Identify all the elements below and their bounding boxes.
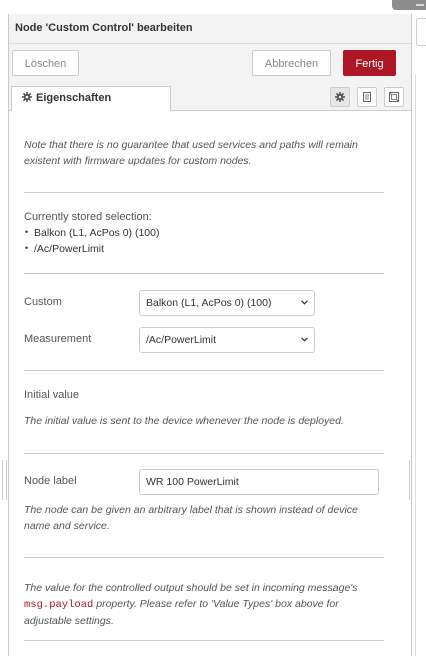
appearance-icon bbox=[389, 92, 399, 102]
initial-value-note: The initial value is sent to the device whenever the node is deployed. bbox=[24, 415, 344, 427]
tab-description-button[interactable] bbox=[357, 87, 377, 107]
tab-bar bbox=[9, 84, 411, 111]
node-label-input[interactable]: WR 100 PowerLimit bbox=[139, 469, 379, 495]
sidebar-edge bbox=[413, 14, 426, 656]
chevron-down-icon bbox=[301, 337, 308, 342]
warning-note: Note that there is no guarantee that used services and paths will remain existent with firmware updates for custom nodes. bbox=[24, 139, 358, 167]
tray-header bbox=[9, 14, 411, 44]
measurement-select-value: /Ac/PowerLimit bbox=[146, 334, 217, 346]
top-bar bbox=[0, 0, 426, 14]
initial-value-label: Initial value bbox=[24, 389, 80, 401]
list-item: • /Ac/PowerLimit bbox=[34, 243, 104, 255]
divider bbox=[24, 273, 384, 274]
divider bbox=[24, 640, 384, 641]
left-resize-handle[interactable] bbox=[2, 460, 7, 500]
tab-settings-button[interactable] bbox=[330, 87, 350, 107]
divider bbox=[24, 370, 384, 371]
stored-selection-label: Currently stored selection: bbox=[24, 211, 152, 223]
msg-payload-code: msg.payload bbox=[24, 599, 94, 611]
button-bar bbox=[9, 44, 411, 84]
tab-properties[interactable] bbox=[11, 86, 171, 111]
node-label-note: The node can be given an arbitrary label that is shown instead of device name and service. bbox=[24, 504, 358, 532]
divider bbox=[24, 557, 384, 558]
chevron-down-icon bbox=[301, 300, 308, 305]
node-label-label: Node label bbox=[24, 475, 77, 487]
list-item: • Balkon (L1, AcPos 0) (100) bbox=[34, 227, 159, 239]
menu-button[interactable] bbox=[392, 0, 426, 10]
measurement-label: Measurement bbox=[24, 333, 92, 345]
tab-properties-label: Eigenschaften bbox=[36, 92, 112, 104]
delete-button[interactable]: Löschen bbox=[12, 50, 79, 76]
menu-icon bbox=[416, 4, 424, 6]
sidebar-tab[interactable] bbox=[416, 18, 426, 46]
divider bbox=[24, 192, 384, 193]
custom-select[interactable] bbox=[139, 290, 315, 316]
divider bbox=[24, 453, 384, 454]
document-icon bbox=[362, 92, 372, 102]
cancel-button[interactable]: Abbrechen bbox=[252, 50, 331, 76]
output-note-text-after: property. Please refer to 'Value Types' box above for adjustable settings. bbox=[24, 598, 339, 627]
divider bbox=[415, 74, 416, 656]
output-note bbox=[24, 580, 379, 629]
edit-tray bbox=[8, 14, 412, 656]
output-note-text: The value for the controlled output should be set in incoming message's bbox=[24, 582, 358, 594]
measurement-select[interactable] bbox=[139, 327, 315, 353]
tab-appearance-button[interactable] bbox=[384, 87, 404, 107]
custom-label: Custom bbox=[24, 296, 62, 308]
done-button[interactable]: Fertig bbox=[343, 50, 396, 76]
gear-icon bbox=[22, 92, 32, 102]
properties-form bbox=[9, 111, 411, 656]
dialog-title: Node 'Custom Control' bearbeiten bbox=[15, 22, 193, 34]
custom-select-value: Balkon (L1, AcPos 0) (100) bbox=[146, 297, 272, 309]
gear-icon bbox=[335, 92, 345, 102]
